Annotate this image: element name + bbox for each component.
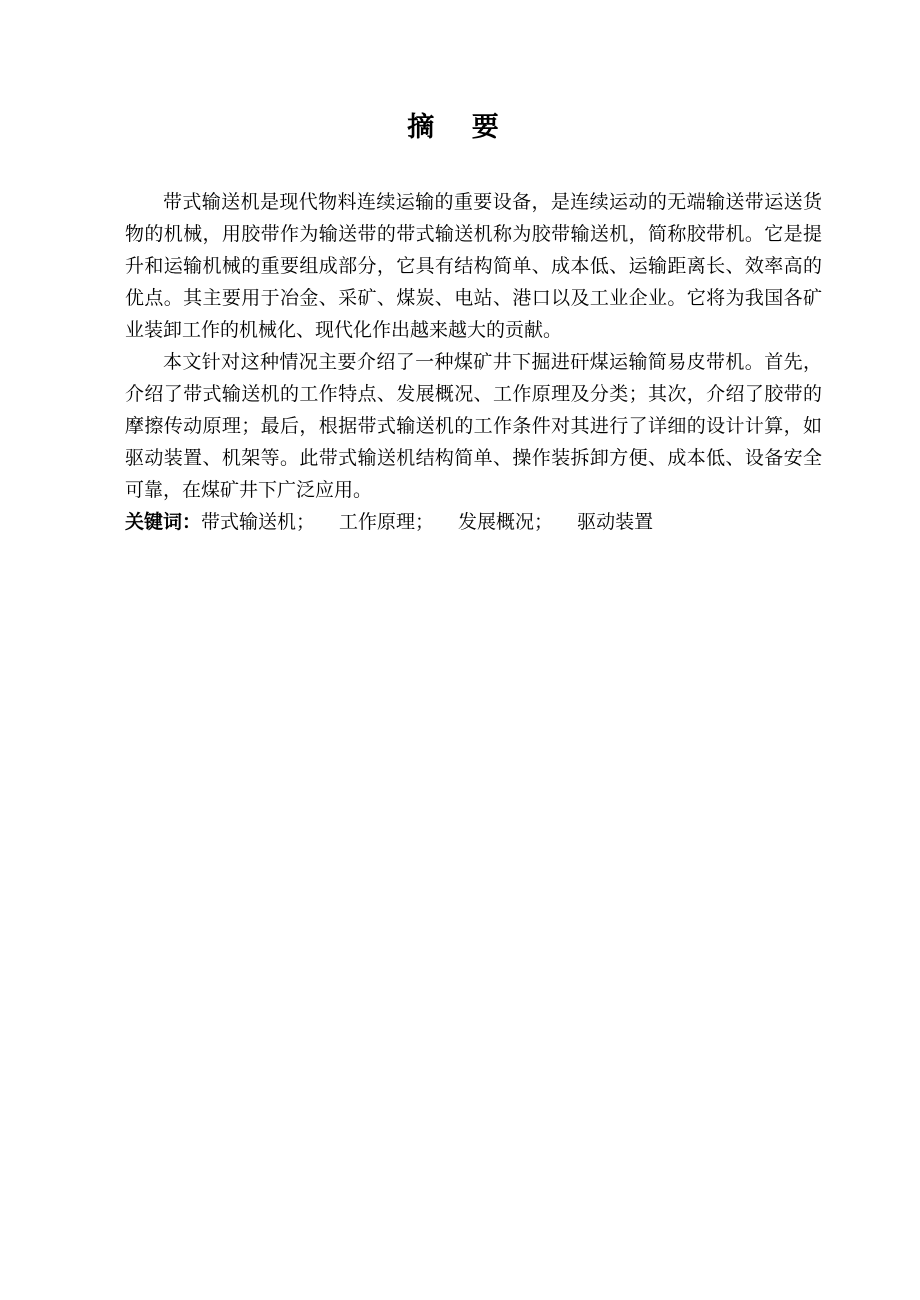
keyword-item: 发展概况； xyxy=(458,511,554,533)
abstract-body xyxy=(125,186,822,538)
keyword-item: 工作原理； xyxy=(339,511,435,533)
keywords-label: 关键词： xyxy=(125,511,202,533)
abstract-paragraph-2: 本文针对这种情况主要介绍了一种煤矿井下掘进矸煤运输简易皮带机。首先，介绍了带式输送机的工作特点、发展概况、工作原理及分类；其次，介绍了胶带的摩擦传动原理；最后，根据带式输送机的工作条件对其进行了详细的设计计算，如驱动装置、机架等。此带式输送机结构简单、操作装拆卸方便、成本低、设备安全可靠，在煤矿井下广泛应用。 xyxy=(125,351,822,501)
keyword-item: 驱动装置 xyxy=(577,511,654,533)
page-title: 摘 要 xyxy=(407,112,513,143)
keyword-item: 带式输送机； xyxy=(201,511,316,533)
keywords-line xyxy=(125,506,822,538)
abstract-paragraph-1: 带式输送机是现代物料连续运输的重要设备，是连续运动的无端输送带运送货物的机械，用胶带作为输送带的带式输送机称为胶带输送机，简称胶带机。它是提升和运输机械的重要组成部分，它具有结构简单、成本低、运输距离长、效率高的优点。其主要用于冶金、采矿、煤炭、电站、港口以及工业企业。它将为我国各矿业装卸工作的机械化、现代化作出越来越大的贡献。 xyxy=(125,191,822,341)
